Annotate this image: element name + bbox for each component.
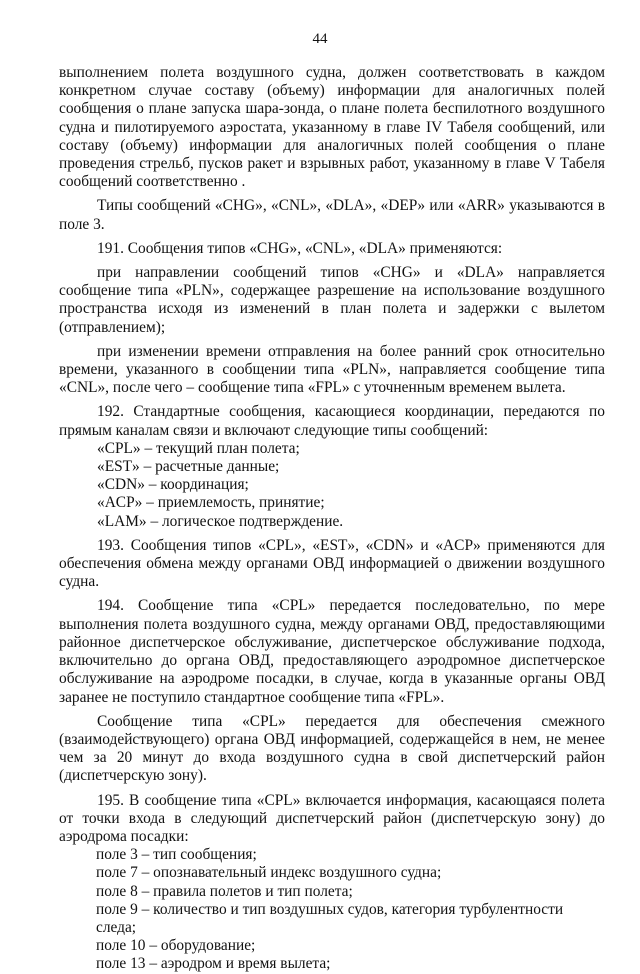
paragraph-194-cpl-transfer: Сообщение типа «CPL» передается для обеспечения смежного (взаимодействующего) органа ОВД информацией, содержащейся в нем, не менее чем за 20 минут до входа воздушного судна в свой диспетчерский район (диспетчерскую зону). xyxy=(59,712,605,785)
paragraph-message-types-field3: Типы сообщений «CHG», «CNL», «DLA», «DEP» или «ARR» указываются в поле 3. xyxy=(59,197,605,233)
field-item-9: поле 9 – количество и тип воздушных судов, категория турбулентности следа; xyxy=(96,900,564,936)
list-item-lam: «LAM» – логическое подтверждение. xyxy=(97,512,344,530)
list-item-cdn: «CDN» – координация; xyxy=(97,476,249,494)
field-item-3: поле 3 – тип сообщения; xyxy=(96,846,257,864)
paragraph-continuation: выполнением полета воздушного судна, должен соответствовать в каждом конкретном случае составу (объему) информации для аналогичных полей сообщения о плане запуска шара-зонда, о плане полета беспилотного воздушного судна и пилотируемого аэростата, указанному в главе IV Табеля сообщений, или составу (объему) информации для аналогичных полей сообщения о плане проведения стрельб, пусков ракет и взрывных работ, указанному в главе V Табеля сообщений соответственно . xyxy=(59,64,605,191)
paragraph-194: 194. Сообщение типа «CPL» передается последовательно, по мере выполнения полета воздушного судна, между органами ОВД, предоставляющими районное диспетчерское обслуживание, диспетчерское обслуживание подхода, включительно до органа ОВД, предоставляющего аэродромное диспетчерское обслуживание на аэродроме посадки, в случае, когда в указанные органы ОВД заранее не поступило стандартное сообщение типа «FPL». xyxy=(59,597,605,706)
field-item-7: поле 7 – опознавательный индекс воздушного судна; xyxy=(96,864,442,882)
paragraph-192: 192. Стандартные сообщения, касающиеся координации, передаются по прямым каналам связи и включают следующие типы сообщений: xyxy=(59,403,605,439)
document-body xyxy=(59,64,605,974)
page-number: 44 xyxy=(312,31,328,47)
paragraph-195: 195. В сообщение типа «CPL» включается информация, касающаяся полета от точки входа в следующий диспетчерский район (диспетчерскую зону) до аэродрома посадки: xyxy=(59,791,605,845)
paragraph-191-chg-dla: при направлении сообщений типов «CHG» и «DLA» направляется сообщение типа «PLN», содержащее разрешение на использование воздушного пространства исходя из изменений в план полета и задержки с вылетом (отправлением); xyxy=(59,264,605,336)
paragraph-191-earlier-time: при изменении времени отправления на более ранний срок относительно времени, указанного в сообщении типа «PLN», направляется сообщение типа «CNL», после чего – сообщение типа «FPL» с уточненным временем вылета. xyxy=(59,342,605,397)
field-item-13: поле 13 – аэродром и время вылета; xyxy=(96,955,331,973)
paragraph-193: 193. Сообщения типов «CPL», «EST», «CDN» и «ACP» применяются для обеспечения обмена между органами ОВД информацией о движении воздушного судна. xyxy=(59,536,605,591)
list-item-cpl: «CPL» – текущий план полета; xyxy=(97,439,300,457)
list-item-est: «EST» – расчетные данные; xyxy=(97,458,280,476)
field-item-10: поле 10 – оборудование; xyxy=(96,937,256,955)
paragraph-191: 191. Сообщения типов «CHG», «CNL», «DLA» применяются: xyxy=(97,239,503,257)
list-item-acp: «ACP» – приемлемость, принятие; xyxy=(97,494,325,512)
field-item-8: поле 8 – правила полетов и тип полета; xyxy=(96,882,353,900)
